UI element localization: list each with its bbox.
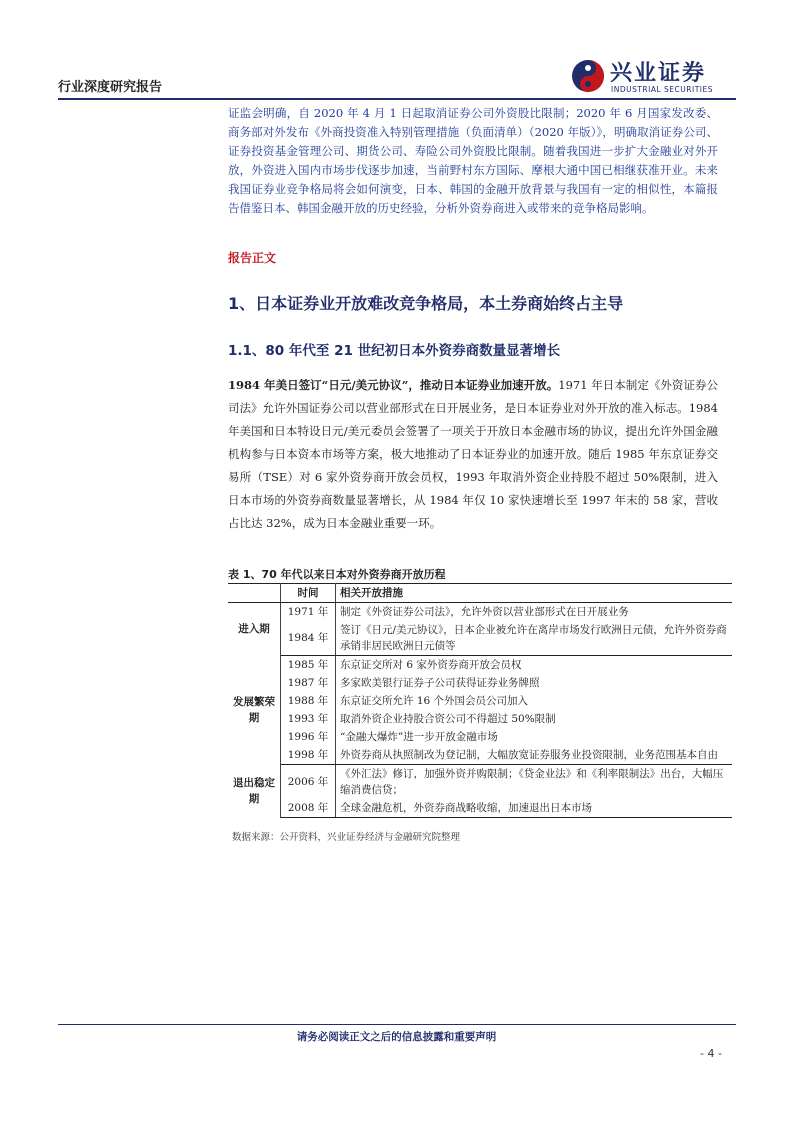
table-row bbox=[228, 656, 732, 675]
table-row bbox=[228, 710, 732, 728]
company-logo bbox=[570, 56, 740, 100]
year-cell: 1987 年 bbox=[281, 674, 336, 692]
table-row bbox=[228, 621, 732, 656]
year-cell: 1971 年 bbox=[281, 603, 336, 622]
table-source-note: 数据来源：公开资料，兴业证券经济与金融研究院整理 bbox=[232, 832, 461, 843]
heading-level-1: 1、日本证券业开放难改竞争格局，本土券商始终占主导 bbox=[228, 294, 624, 313]
logo-mark-icon bbox=[570, 58, 606, 94]
header-measure: 相关开放措施 bbox=[336, 584, 733, 603]
table-header-row bbox=[228, 584, 732, 603]
year-cell: 1998 年 bbox=[281, 746, 336, 765]
heading-level-2: 1.1、80 年代至 21 世纪初日本外资券商数量显著增长 bbox=[228, 343, 561, 359]
year-cell: 1996 年 bbox=[281, 728, 336, 746]
header-period-cell bbox=[228, 584, 281, 603]
year-cell: 1988 年 bbox=[281, 692, 336, 710]
body-paragraph bbox=[228, 374, 718, 535]
measure-cell: 签订《日元/美元协议》，日本企业被允许在离岸市场发行欧洲日元债，允许外资券商承销非居民欧洲日元债等 bbox=[336, 621, 733, 656]
measure-cell: 全球金融危机，外资券商战略收缩，加速退出日本市场 bbox=[336, 799, 733, 818]
body-lead-sentence: 1984 年美日签订“日元/美元协议”，推动日本证券业加速开放。 bbox=[228, 378, 559, 392]
year-cell: 1985 年 bbox=[281, 656, 336, 675]
section-label: 报告正文 bbox=[228, 251, 277, 265]
year-cell: 1993 年 bbox=[281, 710, 336, 728]
measure-cell: 多家欧美银行证券子公司获得证券业务牌照 bbox=[340, 677, 540, 689]
body-text: 1971 年日本制定《外资证券公司法》允许外国证券公司以营业部形式在日开展业务，是日本证券业对外开放的准入标志。1984 年美国和日本特设日元/美元委员会签署了一项关于开放日本金融市场的协议，提出允许外国金融机构参与日本资本市场等方案，极大地推动了日本证券业的加速开放。随后 1985 年东京证券交易所（TSE）对 6 家外资券商开放会员权，1993 年取消外资企业持股不超过 50%限制，进入日本市场的外资券商数量显著增长，从 1984 年仅 10 家快速增长至 1997 年末的 58 家，营收占比达 32%，成为日本金融业重要一环。 bbox=[228, 378, 719, 530]
header-divider bbox=[58, 98, 736, 100]
history-table bbox=[228, 583, 732, 818]
table-row bbox=[228, 765, 732, 800]
year-cell: 2008 年 bbox=[281, 799, 336, 818]
logo-chinese-name: 兴业证券 bbox=[610, 61, 707, 86]
table-row bbox=[228, 674, 732, 692]
header-time: 时间 bbox=[281, 584, 336, 603]
period-cell: 进入期 bbox=[228, 603, 281, 656]
measure-cell: “金融大爆炸”进一步开放金融市场 bbox=[340, 731, 498, 743]
table-row bbox=[228, 746, 732, 765]
measure-cell: 《外汇法》修订，加强外资并购限制；《贷金业法》和《利率限制法》出台，大幅压缩消费信贷； bbox=[340, 768, 724, 796]
measure-cell: 取消外资企业持股合资公司不得超过 50%限制 bbox=[340, 713, 556, 725]
logo-english-name: INDUSTRIAL SECURITIES bbox=[611, 85, 713, 94]
measure-cell: 东京证交所允许 16 个外国会员公司加入 bbox=[340, 695, 529, 707]
period-cell: 退出稳定期 bbox=[228, 765, 281, 818]
period-cell: 发展繁荣期 bbox=[228, 656, 281, 765]
page-number: - 4 - bbox=[700, 1047, 722, 1060]
footer-disclaimer: 请务必阅读正文之后的信息披露和重要声明 bbox=[296, 1031, 497, 1043]
table-row bbox=[228, 692, 732, 710]
abstract-paragraph: 证监会明确，自 2020 年 4 月 1 日起取消证券公司外资股比限制；2020 年 6 月国家发改委、商务部对外发布《外商投资准入特别管理措施（负面清单）（2020 年版）》，明确取消证券公司、证券投资基金管理公司、期货公司、寿险公司外资股比限制。随着我国进一步扩大金融业对外开放，外资进入国内市场步伐逐步加速，当前野村东方国际、摩根大通中国已相继获准开业。未来我国证券业竞争格局将会如何演变，日本、韩国的金融开放背景与我国有一定的相似性，本篇报告借鉴日本、韩国金融开放的历史经验，分析外资券商进入或带来的竞争格局影响。 bbox=[228, 106, 718, 215]
report-type-label: 行业深度研究报告 bbox=[58, 80, 163, 95]
measure-cell: 制定《外资证券公司法》，允许外资以营业部形式在日开展业务 bbox=[340, 606, 629, 618]
year-cell: 2006 年 bbox=[281, 765, 336, 800]
table-title: 表 1、70 年代以来日本对外资券商开放历程 bbox=[228, 568, 446, 581]
measure-cell: 东京证交所对 6 家外资券商开放会员权 bbox=[340, 659, 522, 671]
year-cell: 1984 年 bbox=[281, 621, 336, 656]
measure-cell: 外资券商从执照制改为登记制，大幅放宽证券服务业投资限制，业务范围基本自由 bbox=[336, 746, 733, 765]
table-row bbox=[228, 603, 732, 622]
table-row bbox=[228, 728, 732, 746]
footer-divider bbox=[58, 1024, 736, 1025]
table-row bbox=[228, 799, 732, 818]
